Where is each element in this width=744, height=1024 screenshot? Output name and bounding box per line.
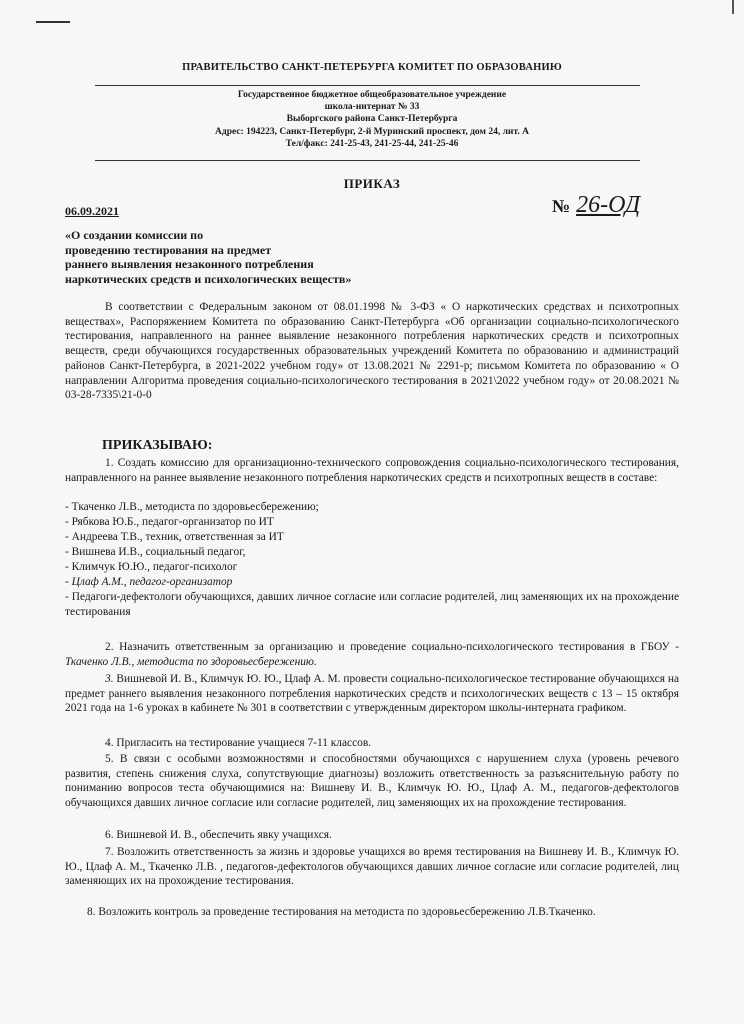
scan-corner-mark <box>36 21 70 23</box>
item-5: 5. В связи с особыми возможностями и способностями обучающихся с нарушением слуха (уровень речевого развития, степень снижения слуха, сопутствующие диагнозы) возложить ответственность за разъяснительную работу по пониманию вопросов теста обучающимися на: Вишневу И. В., Климчук Ю. Ю., Цлаф А. М., педагогов-дефектологов обучающихся давших личное согласие или согласие родителей, лиц заменяющих их на прохождение тестирования. <box>65 753 679 810</box>
number-label: № <box>552 196 571 216</box>
subject-line: раннего выявления незаконного потребления <box>65 257 314 272</box>
item-8: 8. Возложить контроль за проведение тестирования на методиста по здоровьесбережению Л.В.Ткаченко. <box>87 906 596 918</box>
item-2 <box>65 640 679 669</box>
header-divider-top <box>95 85 640 86</box>
item-2-responsible: Ткаченко Л.В., методиста по здоровьесбережению. <box>65 655 317 668</box>
item-4: 4. Пригласить на тестирование учащиеся 7-11 классов. <box>105 737 372 749</box>
item-6: 6. Вишневой И. В., обеспечить явку учащихся. <box>105 829 332 841</box>
commission-member: - Цлаф А.М., педагог-организатор <box>65 576 233 588</box>
item-7: 7. Возложить ответственность за жизнь и здоровье учащихся во время тестирования на Вишневу И. В., Климчук Ю. Ю., Цлаф А. М., Ткаченко Л.В. , педагогов-дефектологов обучающихся давших личное согласие или согласие родителей, лиц заменяющих их на прохождение тестирования. <box>65 846 679 888</box>
order-heading: ПРИКАЗЫВАЮ: <box>102 438 213 453</box>
document-number <box>552 192 640 219</box>
preamble-paragraph: В соответствии с Федеральным законом от 08.01.1998 № 3-ФЗ « О наркотических средствах и психотропных веществах», Распоряжением Комитета по образованию Санкт-Петербурга «Об организации социально-психологического тестирования, направленного на раннее выявление незаконного потребления наркотических средств и психотропных веществ, среди обучающихся государственных образовательных учреждений Комитета по образованию и администраций районов Санкт-Петербурга, в 2021-2022 учебном году» от 13.08.2021 № 2291-р; письмом Комитета по образованию « О направлении Алгоритма проведения социально-психологического тестирования в 2021\2022 учебном году» от 20.08.2021 № 03-28-7335\21-0-0 <box>65 301 679 402</box>
item-3-text: Вишневой И. В., Климчук Ю. Ю., Цлаф А. М. провести социально-психологическое тестирование обучающихся на предмет раннего выявления незаконного потребления наркотических средств и психологических веществ с 13 – 15 октября 2021 года на 1-6 уроках в кабинете № 301 в соответствии с утвержденным директором школы-интерната графиком. <box>65 673 679 715</box>
item-1: 1. Создать комиссию для организационно-технического сопровождения социально-психологического тестирования, направленного на раннее выявление незаконного потребления наркотических средств и психотропных веществ в составе: <box>65 457 679 484</box>
school-type: Государственное бюджетное общеобразовательное учреждение <box>237 90 507 100</box>
school-name: школа-интернат № 33 <box>324 102 420 112</box>
item-3 <box>65 672 679 716</box>
government-header: ПРАВИТЕЛЬСТВО САНКТ-ПЕТЕРБУРГА КОМИТЕТ ПО ОБРАЗОВАНИЮ <box>182 62 562 73</box>
item-3-number: 3. <box>105 673 114 685</box>
handwritten-number: 26-ОД <box>576 192 641 218</box>
document-subject <box>65 228 351 286</box>
subject-line: наркотических средств и психологических веществ» <box>65 271 352 286</box>
commission-member-defectologists: - Педагоги-дефектологи обучающихся, давших личное согласие или согласие родителей, лиц заменяющих их на прохождение тестирования <box>65 591 679 618</box>
commission-member: - Ткаченко Л.В., методиста по здоровьесбережению; <box>65 501 319 513</box>
commission-member: - Андреева Т.В., техник, ответственная за ИТ <box>65 531 284 543</box>
school-district: Выборгского района Санкт-Петербурга <box>286 114 458 124</box>
subject-line: «О создании комиссии по <box>65 228 204 242</box>
commission-member: - Рябкова Ю.Б., педагог-организатор по ИТ <box>65 516 274 528</box>
school-phone: Тел/факс: 241-25-43, 241-25-44, 241-25-46 <box>285 139 459 149</box>
subject-line: проведению тестирования на предмет <box>65 242 272 257</box>
document-date: 06.09.2021 <box>65 204 119 218</box>
item-2-text: 2. Назначить ответственным за организацию и проведение социально-психологического тестирования в ГБОУ - <box>105 641 679 653</box>
scan-edge-mark <box>732 0 734 14</box>
document-title: ПРИКАЗ <box>343 176 401 191</box>
commission-member: - Вишнева И.В., социальный педагог, <box>65 546 246 558</box>
header-divider-bottom <box>95 160 640 161</box>
school-address: Адрес: 194223, Санкт-Петербург, 2-й Муринский проспект, дом 24, лит. А <box>215 127 529 137</box>
commission-member: - Климчук Ю.Ю., педагог-психолог <box>65 561 238 573</box>
